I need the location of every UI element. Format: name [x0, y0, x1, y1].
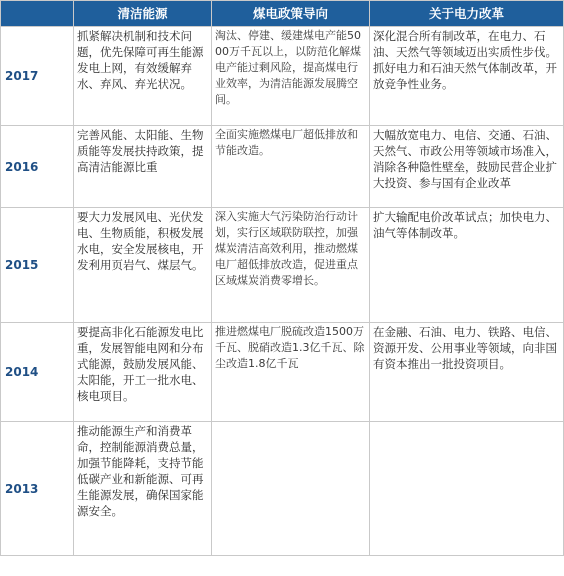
header-clean-energy: 清洁能源: [74, 1, 212, 27]
header-row: [1, 1, 564, 27]
year-cell: 2016: [1, 126, 74, 208]
clean-energy-cell: 推动能源生产和消费革命，控制能源消费总量，加强节能降耗，支持节能低碳产业和新能源、可再生能源发展，确保国家能源安全。: [74, 422, 212, 556]
table-row: [1, 27, 564, 126]
table-row: [1, 208, 564, 323]
coal-power-cell: 深入实施大气污染防治行动计划，实行区域联防联控，加强煤炭清洁高效利用，推动燃煤电厂超低排放改造，促进重点区域煤炭消费零增长。: [212, 208, 370, 323]
power-reform-cell: 扩大输配电价改革试点；加快电力、油气等体制改革。: [370, 208, 564, 323]
header-year: [1, 1, 74, 27]
coal-power-cell: 推进燃煤电厂脱硫改造1500万千瓦、脱硝改造1.3亿千瓦、除尘改造1.8亿千瓦: [212, 323, 370, 422]
coal-power-cell: 全面实施燃煤电厂超低排放和节能改造。: [212, 126, 370, 208]
clean-energy-cell: 抓紧解决机制和技术问题，优先保障可再生能源发电上网，有效缓解弃水、弃风、弃光状况。: [74, 27, 212, 126]
year-cell: 2014: [1, 323, 74, 422]
power-reform-cell: 深化混合所有制改革，在电力、石油、天然气等领域迈出实质性步伐。抓好电力和石油天然气体制改革，开放竞争性业务。: [370, 27, 564, 126]
clean-energy-cell: 完善风能、太阳能、生物质能等发展扶持政策，提高清洁能源比重: [74, 126, 212, 208]
header-power-reform: 关于电力改革: [370, 1, 564, 27]
header-coal-power-policy: 煤电政策导向: [212, 1, 370, 27]
coal-power-cell: [212, 422, 370, 556]
clean-energy-cell: 要大力发展风电、光伏发电、生物质能，积极发展水电，安全发展核电，开发利用页岩气、煤层气。: [74, 208, 212, 323]
table-row: [1, 323, 564, 422]
year-cell: 2017: [1, 27, 74, 126]
table-row: [1, 126, 564, 208]
power-reform-cell: 在金融、石油、电力、铁路、电信、资源开发、公用事业等领域，向非国有资本推出一批投资项目。: [370, 323, 564, 422]
power-reform-cell: [370, 422, 564, 556]
table-row: [1, 422, 564, 556]
year-cell: 2015: [1, 208, 74, 323]
power-reform-cell: 大幅放宽电力、电信、交通、石油、天然气、市政公用等领域市场准入，消除各种隐性壁垒，鼓励民营企业扩大投资、参与国有企业改革: [370, 126, 564, 208]
year-cell: 2013: [1, 422, 74, 556]
clean-energy-cell: 要提高非化石能源发电比重，发展智能电网和分布式能源，鼓励发展风能、太阳能，开工一批水电、核电项目。: [74, 323, 212, 422]
coal-power-cell: 淘汰、停建、缓建煤电产能5000万千瓦以上，以防范化解煤电产能过剩风险，提高煤电行业效率，为清洁能源发展腾空间。: [212, 27, 370, 126]
